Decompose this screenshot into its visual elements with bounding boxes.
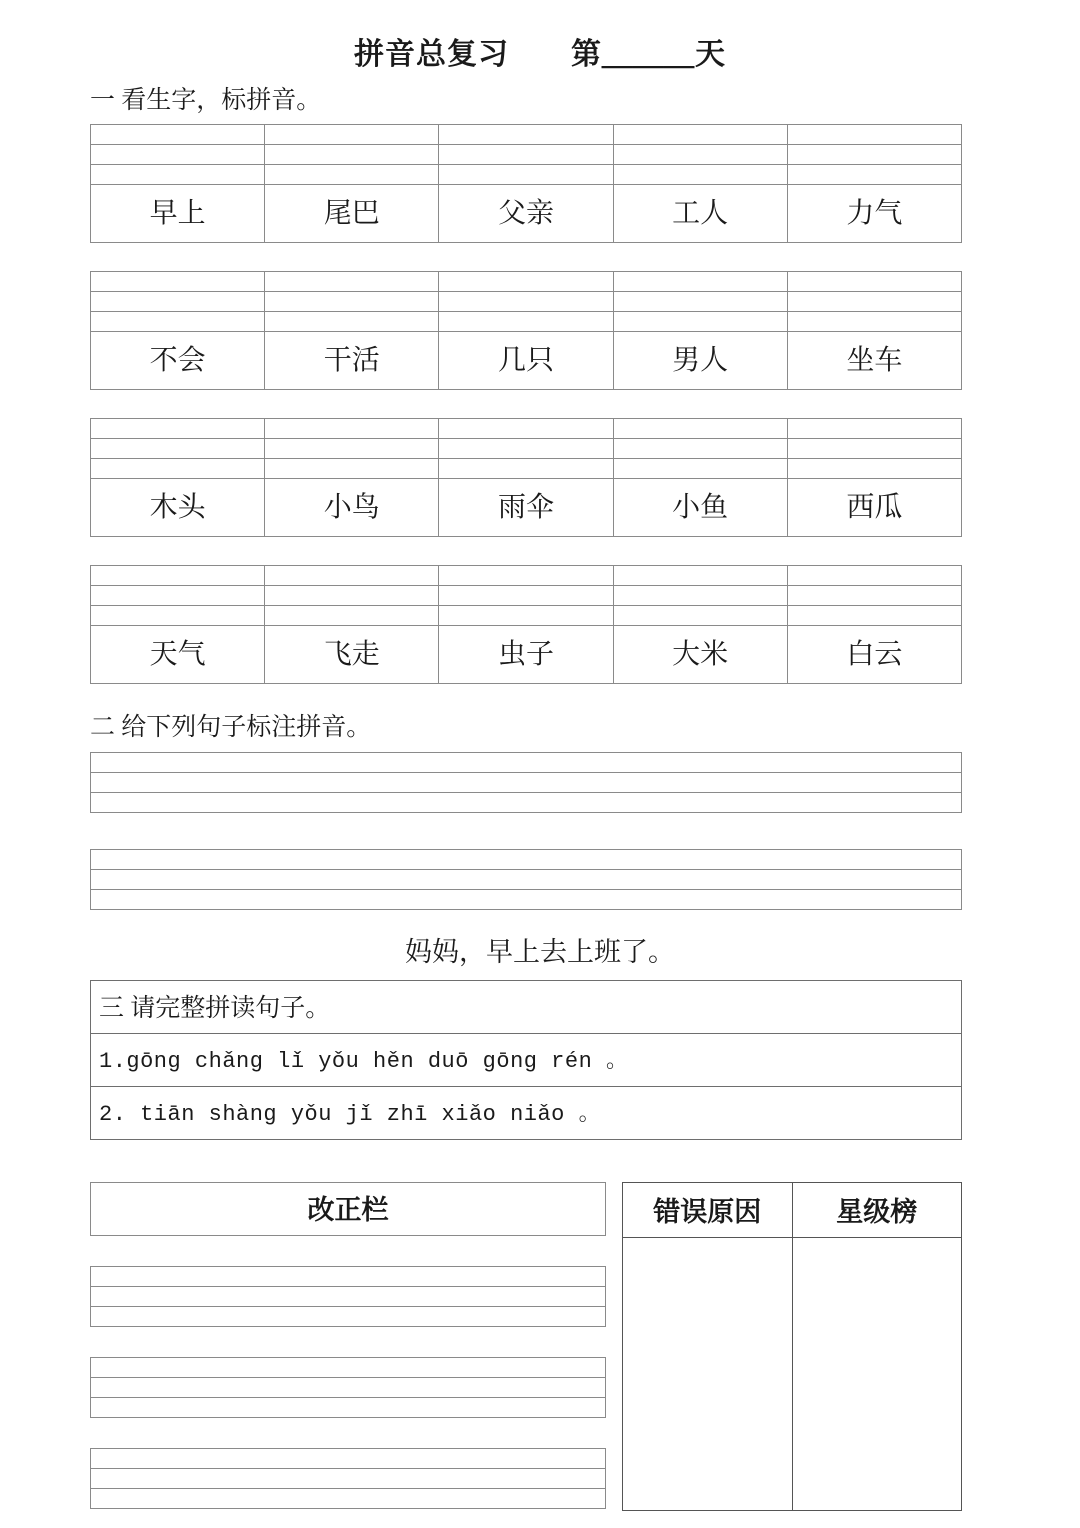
ruled-line[interactable] [91, 849, 962, 869]
pinyin-blank-cell[interactable] [613, 419, 787, 439]
correction-header: 改正栏 [90, 1182, 606, 1236]
pinyin-blank-cell[interactable] [439, 566, 613, 586]
table-row [91, 1377, 606, 1397]
pinyin-blank-cell[interactable] [265, 125, 439, 145]
word-cell: 几只 [439, 332, 613, 390]
table-row [91, 566, 962, 586]
pinyin-blank-cell[interactable] [265, 145, 439, 165]
ruled-line[interactable] [91, 1286, 606, 1306]
page-title: 拼音总复习 第＿＿＿天 [354, 38, 726, 71]
table-row [91, 1033, 962, 1086]
pinyin-blank-cell[interactable] [265, 419, 439, 439]
bottom-area [0, 1182, 1080, 1512]
pinyin-blank-cell[interactable] [787, 312, 961, 332]
pinyin-blank-cell[interactable] [787, 606, 961, 626]
word-cell: 干活 [265, 332, 439, 390]
pinyin-sentence-2: 2. tiān shàng yǒu jǐ zhī xiǎo niǎo 。 [91, 1086, 962, 1139]
word-cell: 父亲 [439, 185, 613, 243]
pinyin-blank-cell[interactable] [91, 439, 265, 459]
table-row [91, 332, 962, 390]
table-row [91, 312, 962, 332]
word-table-4 [90, 565, 962, 684]
table-row [91, 479, 962, 537]
section-two-heading: 二 给下列句子标注拼音。 [90, 714, 372, 742]
pinyin-blank-cell[interactable] [91, 419, 265, 439]
pinyin-blank-cell[interactable] [265, 312, 439, 332]
pinyin-blank-cell[interactable] [265, 439, 439, 459]
table-row [91, 869, 962, 889]
ruled-line[interactable] [91, 1468, 606, 1488]
table-row [91, 165, 962, 185]
pinyin-blank-cell[interactable] [613, 145, 787, 165]
pinyin-blank-cell[interactable] [91, 312, 265, 332]
table-row [91, 185, 962, 243]
pinyin-blank-cell[interactable] [439, 292, 613, 312]
spacer [90, 1327, 606, 1357]
ruled-line[interactable] [91, 1357, 606, 1377]
word-table-3 [90, 418, 962, 537]
word-cell: 雨伞 [439, 479, 613, 537]
ruled-line[interactable] [91, 1488, 606, 1508]
word-cell: 早上 [91, 185, 265, 243]
word-cell: 工人 [613, 185, 787, 243]
pinyin-sentence-1: 1.gōng chǎng lǐ yǒu hěn duō gōng rén 。 [91, 1033, 962, 1086]
pinyin-blank-cell[interactable] [613, 292, 787, 312]
word-cell: 尾巴 [265, 185, 439, 243]
word-cell: 天气 [91, 626, 265, 684]
pinyin-blank-cell[interactable] [91, 606, 265, 626]
pinyin-blank-cell[interactable] [787, 586, 961, 606]
table-row [91, 439, 962, 459]
review-table [622, 1182, 962, 1511]
word-table-2 [90, 271, 962, 390]
pinyin-blank-cell[interactable] [613, 566, 787, 586]
ruled-line[interactable] [91, 869, 962, 889]
pinyin-blank-cell[interactable] [787, 566, 961, 586]
table-row [91, 292, 962, 312]
table-row [91, 1448, 606, 1468]
pinyin-blank-cell[interactable] [613, 165, 787, 185]
table-row [91, 459, 962, 479]
pinyin-blank-cell[interactable] [91, 125, 265, 145]
spacer [0, 813, 1080, 849]
word-cell: 小鱼 [613, 479, 787, 537]
pinyin-blank-cell[interactable] [613, 439, 787, 459]
pinyin-blank-cell[interactable] [265, 459, 439, 479]
table-row [91, 980, 962, 1033]
table-row [91, 626, 962, 684]
table-row [623, 1237, 962, 1510]
word-cell: 男人 [613, 332, 787, 390]
table-row [91, 1266, 606, 1286]
spacer [90, 1236, 606, 1266]
star-rank-cell[interactable] [792, 1237, 962, 1510]
ruled-line[interactable] [91, 772, 962, 792]
table-row [91, 1468, 606, 1488]
pinyin-writing-block-2 [90, 849, 962, 910]
word-cell: 坐车 [787, 332, 961, 390]
table-row [91, 849, 962, 869]
table-row [91, 1286, 606, 1306]
word-table-1 [90, 124, 962, 243]
table-row [91, 1086, 962, 1139]
ruled-line[interactable] [91, 1397, 606, 1417]
table-row [91, 772, 962, 792]
table-row [91, 1397, 606, 1417]
pinyin-blank-cell[interactable] [787, 419, 961, 439]
pinyin-blank-cell[interactable] [91, 459, 265, 479]
pinyin-blank-cell[interactable] [265, 292, 439, 312]
word-cell: 小鸟 [265, 479, 439, 537]
correction-line-block-1 [90, 1266, 606, 1327]
pinyin-blank-cell[interactable] [91, 165, 265, 185]
pinyin-blank-cell[interactable] [265, 272, 439, 292]
ruled-line[interactable] [91, 889, 962, 909]
table-row [91, 1306, 606, 1326]
error-reason-header: 错误原因 [623, 1182, 793, 1237]
pinyin-blank-cell[interactable] [439, 312, 613, 332]
pinyin-blank-cell[interactable] [613, 586, 787, 606]
correction-column [90, 1182, 606, 1509]
table-row [91, 145, 962, 165]
table-row [91, 752, 962, 772]
pinyin-blank-cell[interactable] [91, 272, 265, 292]
pinyin-blank-cell[interactable] [439, 459, 613, 479]
pinyin-blank-cell[interactable] [787, 125, 961, 145]
pinyin-blank-cell[interactable] [613, 606, 787, 626]
table-row [91, 272, 962, 292]
pinyin-blank-cell[interactable] [91, 145, 265, 165]
pinyin-blank-cell[interactable] [439, 586, 613, 606]
pinyin-blank-cell[interactable] [439, 606, 613, 626]
ruled-line[interactable] [91, 1266, 606, 1286]
ruled-line[interactable] [91, 1377, 606, 1397]
pinyin-blank-cell[interactable] [439, 145, 613, 165]
pinyin-blank-cell[interactable] [439, 439, 613, 459]
pinyin-blank-cell[interactable] [439, 165, 613, 185]
pinyin-blank-cell[interactable] [787, 165, 961, 185]
word-cell: 木头 [91, 479, 265, 537]
correction-line-block-3 [90, 1448, 606, 1509]
pinyin-blank-cell[interactable] [787, 145, 961, 165]
pinyin-blank-cell[interactable] [613, 459, 787, 479]
word-cell: 白云 [787, 626, 961, 684]
pinyin-blank-cell[interactable] [439, 125, 613, 145]
ruled-line[interactable] [91, 1448, 606, 1468]
pinyin-blank-cell[interactable] [787, 459, 961, 479]
example-sentence: 妈妈，早上去上班了。 [405, 936, 675, 967]
pinyin-blank-cell[interactable] [787, 292, 961, 312]
table-row [91, 792, 962, 812]
error-reason-cell[interactable] [623, 1237, 793, 1510]
word-cell: 虫子 [439, 626, 613, 684]
ruled-line[interactable] [91, 1306, 606, 1326]
pinyin-blank-cell[interactable] [265, 566, 439, 586]
pinyin-blank-cell[interactable] [613, 312, 787, 332]
section-three-heading: 三 请完整拼读句子。 [91, 980, 962, 1033]
table-row [91, 1357, 606, 1377]
pinyin-blank-cell[interactable] [439, 419, 613, 439]
table-row [91, 606, 962, 626]
pinyin-writing-block-1 [90, 752, 962, 813]
ruled-line[interactable] [91, 792, 962, 812]
word-cell: 西瓜 [787, 479, 961, 537]
spacer [90, 1418, 606, 1448]
table-row [91, 419, 962, 439]
pinyin-blank-cell[interactable] [265, 165, 439, 185]
pinyin-blank-cell[interactable] [613, 125, 787, 145]
correction-line-block-2 [90, 1357, 606, 1418]
table-row [91, 1488, 606, 1508]
table-row [91, 586, 962, 606]
pinyin-blank-cell[interactable] [91, 566, 265, 586]
pinyin-blank-cell[interactable] [787, 272, 961, 292]
pinyin-blank-cell[interactable] [265, 586, 439, 606]
table-row [91, 125, 962, 145]
table-row [91, 889, 962, 909]
word-cell: 不会 [91, 332, 265, 390]
pinyin-blank-cell[interactable] [91, 292, 265, 312]
word-cell: 飞走 [265, 626, 439, 684]
word-cell: 大米 [613, 626, 787, 684]
pinyin-blank-cell[interactable] [91, 586, 265, 606]
word-cell: 力气 [787, 185, 961, 243]
star-rank-header: 星级榜 [792, 1182, 962, 1237]
table-row [623, 1182, 962, 1237]
pinyin-blank-cell[interactable] [265, 606, 439, 626]
section-one-heading: 一 看生字，标拼音。 [90, 87, 322, 114]
ruled-line[interactable] [91, 752, 962, 772]
section-three-table [90, 980, 962, 1140]
pinyin-blank-cell[interactable] [439, 272, 613, 292]
pinyin-blank-cell[interactable] [787, 439, 961, 459]
pinyin-blank-cell[interactable] [613, 272, 787, 292]
